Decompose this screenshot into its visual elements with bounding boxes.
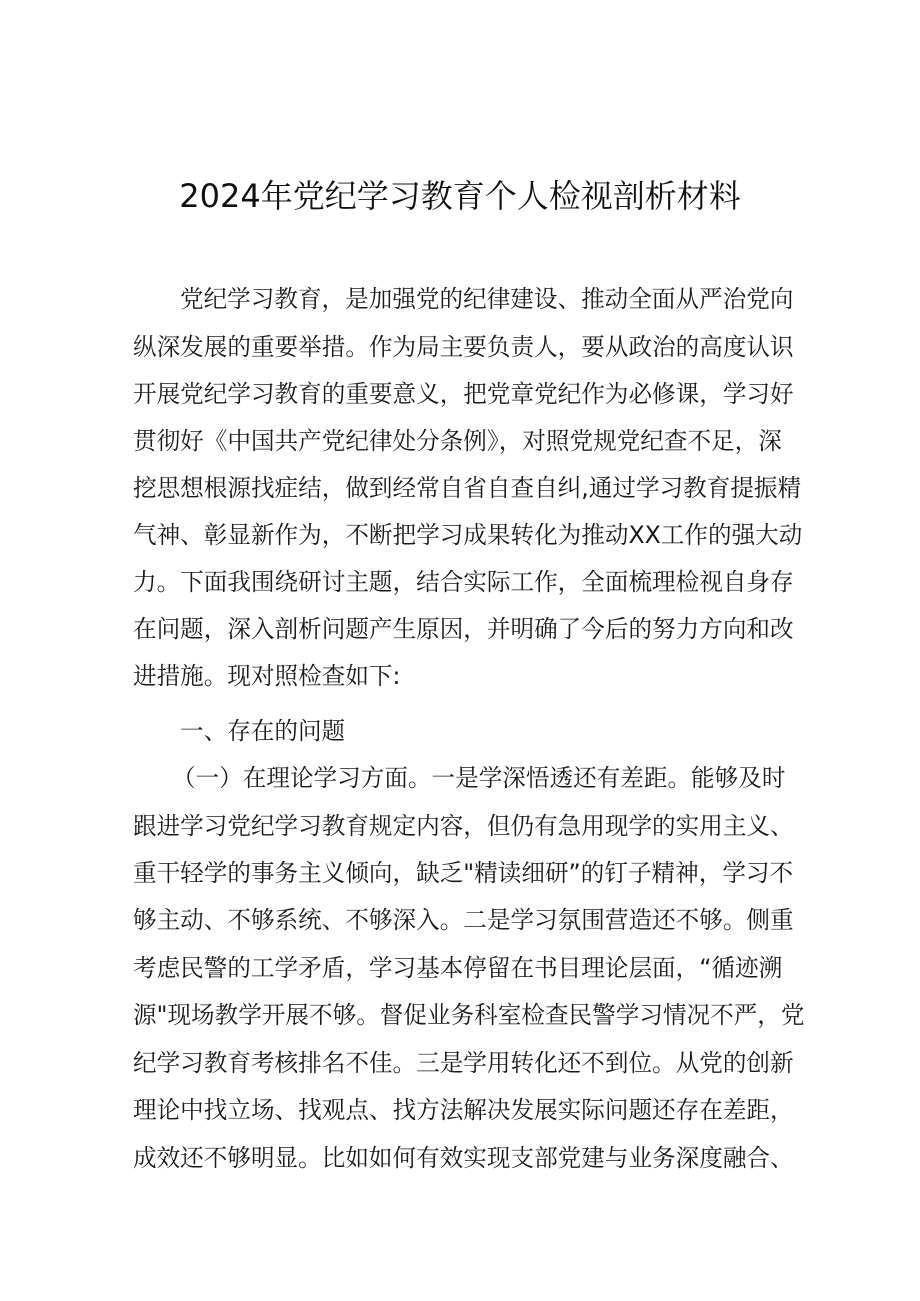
paragraph-line: 气神、彰显新作为，不断把学习成果转化为推动XX工作的强大动: [133, 521, 803, 549]
paragraph-line: （一）在理论学习方面。一是学深悟透还有差距。能够及时: [172, 764, 786, 792]
paragraph-line: 纪学习教育考核排名不佳。三是学用转化还不到位。从党的创新: [133, 1049, 794, 1077]
paragraph-line: 考虑民警的工学矛盾，学习基本停留在书目理论层面，“循迹溯: [133, 954, 783, 982]
paragraph-line: 纵深发展的重要举措。作为局主要负责人，要从政治的高度认识: [133, 333, 794, 361]
paragraph-line: 重干轻学的事务主义倾向，缺乏"精读细研”的钉子精神，学习不: [133, 859, 794, 887]
paragraph-line: 在问题，深入剖析问题产生原因，并明确了今后的努力方向和改: [133, 615, 794, 643]
paragraph-line: 开展党纪学习教育的重要意义，把党章党纪作为必修课，学习好: [133, 380, 794, 408]
section-heading: 一、存在的问题: [180, 717, 346, 745]
paragraph-line: 力。下面我围绕研讨主题，结合实际工作，全面梳理检视自身存: [133, 568, 794, 596]
paragraph-line: 跟进学习党纪学习教育规定内容，但仍有急用现学的实用主义、: [133, 812, 794, 840]
document-title: 2024年党纪学习教育个人检视剖析材料: [179, 177, 741, 215]
paragraph-line: 源"现场教学开展不够。督促业务科室检查民警学习情况不严，党: [133, 1001, 805, 1029]
paragraph-line: 成效还不够明显。比如如何有效实现支部党建与业务深度融合、: [133, 1144, 794, 1172]
paragraph-line: 贯彻好《中国共产党纪律处分条例》，对照党规党纪查不足，深: [133, 427, 782, 455]
paragraph-line: 理论中找立场、找观点、找方法解决发展实际问题还存在差距，: [133, 1096, 794, 1124]
paragraph-line: 党纪学习教育，是加强党的纪律建设、推动全面从严治党向: [180, 285, 794, 313]
paragraph-line: 够主动、不够系统、不够深入。二是学习氛围营造还不够。侧重: [133, 906, 794, 934]
paragraph-line: 挖思想根源找症结，做到经常自省自查自纠,通过学习教育提振精: [133, 474, 802, 502]
paragraph-line: 进措施。现对照检查如下:: [133, 662, 401, 690]
